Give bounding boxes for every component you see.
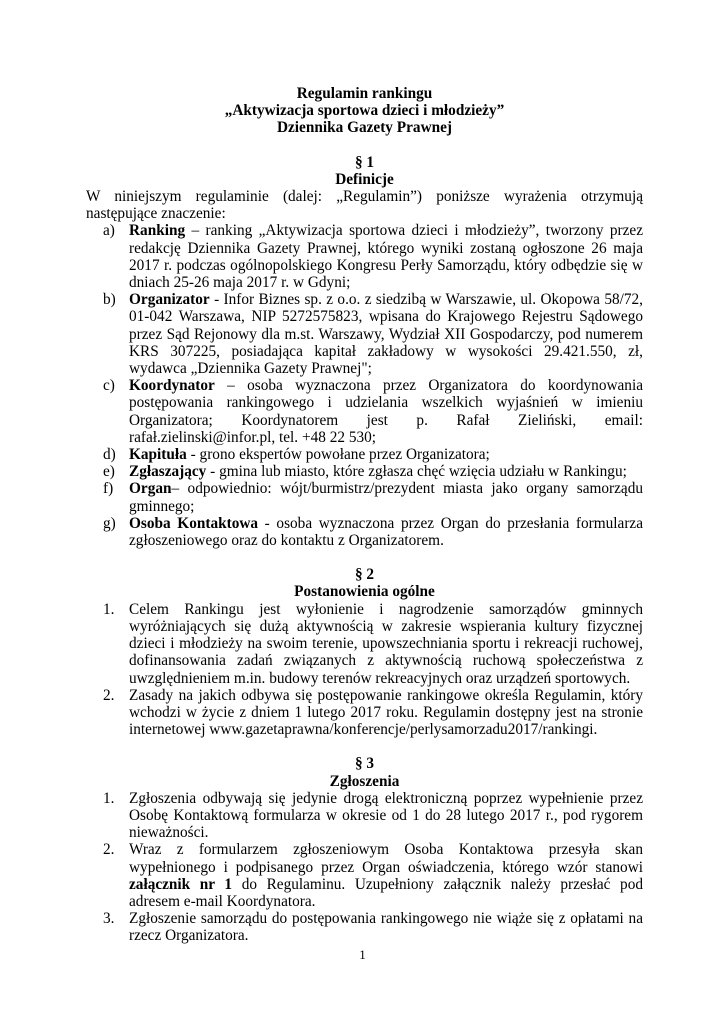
submission-item: 1. Zgłoszenia odbywają się jedynie drogą elektroniczną poprzez wypełnienie przez Osobę Kontaktową formularza w okresie od 1 do 28 lutego 2017 r., pod rygorem nieważności.	[103, 789, 643, 842]
title-line-3: Dziennika Gazety Prawnej	[276, 119, 453, 137]
section-1-symbol: § 1	[354, 153, 375, 171]
title-line-1: Regulamin rankingu	[296, 85, 433, 102]
definition-term: Osoba Kontaktowa	[129, 514, 259, 532]
submission-item: 2. Wraz z formularzem zgłoszeniowym Osoba Kontaktowa przesyła skan wypełnionego i podpisanego przez Organ oświadczenia, którego wzór stanowi załącznik nr 1 do Regulaminu. Uzupełniony załącznik należy przesłać pod adresem e-mail Koordynatora.	[103, 841, 643, 910]
definition-item: b) Organizator - Infor Biznes sp. z o.o. z siedzibą w Warszawie, ul. Okopowa 58/72, 01-042 Warszawa, NIP 5272575823, wpisana do Krajowego Rejestru Sądowego przez Sąd Rejonowy dla m.st. Warszawy, Wydział XII Gospodarczy, pod numerem KRS 307225, posiadająca kapitał zakładowy w wysokości 29.421.550, zł, wydawca „Dziennika Gazety Prawnej";	[103, 291, 643, 378]
section-3-symbol: § 3	[354, 755, 375, 773]
definition-item: a) Ranking – ranking „Aktywizacja sportowa dzieci i młodzieży”, tworzony przez redakcję Dziennika Gazety Prawnej, którego wyniki zostaną ogłoszone 26 maja 2017 r. podczas ogólnopolskiego Kongresu Perły Samorządu, który odbędzie się w dniach 25-26 maja 2017 r. w Gdyni;	[103, 222, 643, 292]
title-line-2: „Aktywizacja sportowa dzieci i młodzieży”	[224, 102, 505, 120]
definition-item: d) Kapituła - grono ekspertów powołane przez Organizatora;	[103, 446, 490, 464]
provision-item: 1. Celem Rankingu jest wyłonienie i nagrodzenie samorządów gminnych wyróżniających się dużą aktywnością w zakresie wspierania kultury fizycznej dzieci i młodzieży na swoim terenie, upowszechniania sportu i rekreacji ruchowej, dofinansowania zadań związanych z aktywnością ruchową społeczeństwa z uwzględnieniem m.in. budowy terenów rekreacyjnych oraz urządzeń sportowych.	[103, 600, 643, 687]
definition-term: Organizator	[129, 291, 210, 309]
provision-item: 2. Zasady na jakich odbywa się postępowanie rankingowe określa Regulamin, który wchodzi w życie z dniem 1 lutego 2017 roku. Regulamin dostępny jest na stronie internetowej www.gazetaprawna/konferencje/perlysamorzadu2017/rankingi.	[103, 686, 643, 739]
submission-item: 3. Zgłoszenie samorządu do postępowania rankingowego nie wiąże się z opłatami na rzecz Organizatora.	[103, 910, 643, 945]
page-number: 1	[359, 947, 366, 962]
section-1-intro: W niniejszym regulaminie (dalej: „Regulamin”) poniższe wyrażenia otrzymują następujące znaczenie:	[86, 188, 643, 223]
section-2-symbol: § 2	[354, 566, 375, 584]
definitions-list	[86, 222, 643, 549]
definition-item: c) Koordynator – osoba wyznaczona przez Organizatora do koordynowania postępowania rankingowego i udzielania wszelkich wyjaśnień w imieniu Organizatora; Koordynatorem jest p. Rafał Zieliński, email: rafał.zielinski@infor.pl, tel. +48 22 530;	[103, 377, 643, 446]
section-1-heading: Definicje	[335, 170, 394, 188]
submissions-list	[86, 790, 643, 945]
definition-term: Kapituła	[129, 446, 187, 464]
attachment-reference: załącznik nr 1	[129, 875, 233, 893]
section-3-heading: Zgłoszenia	[329, 772, 400, 790]
section-2-heading: Postanowienia ogólne	[294, 583, 435, 601]
definition-item: e) Zgłaszający - gmina lub miasto, które zgłasza chęć wzięcia udziału w Rankingu;	[103, 463, 627, 481]
definition-term: Organ	[129, 480, 172, 498]
definition-term: Ranking	[129, 222, 186, 240]
definition-term: Zgłaszający	[129, 463, 207, 481]
general-provisions-list	[86, 601, 643, 739]
definition-item: g) Osoba Kontaktowa - osoba wyznaczona przez Organ do przesłania formularza zgłoszeniowego oraz do kontaktu z Organizatorem.	[103, 514, 643, 550]
document-title	[86, 85, 643, 137]
definition-item: f) Organ– odpowiednio: wójt/burmistrz/prezydent miasta jako organy samorządu gminnego;	[103, 480, 643, 515]
definition-term: Koordynator	[129, 377, 215, 395]
